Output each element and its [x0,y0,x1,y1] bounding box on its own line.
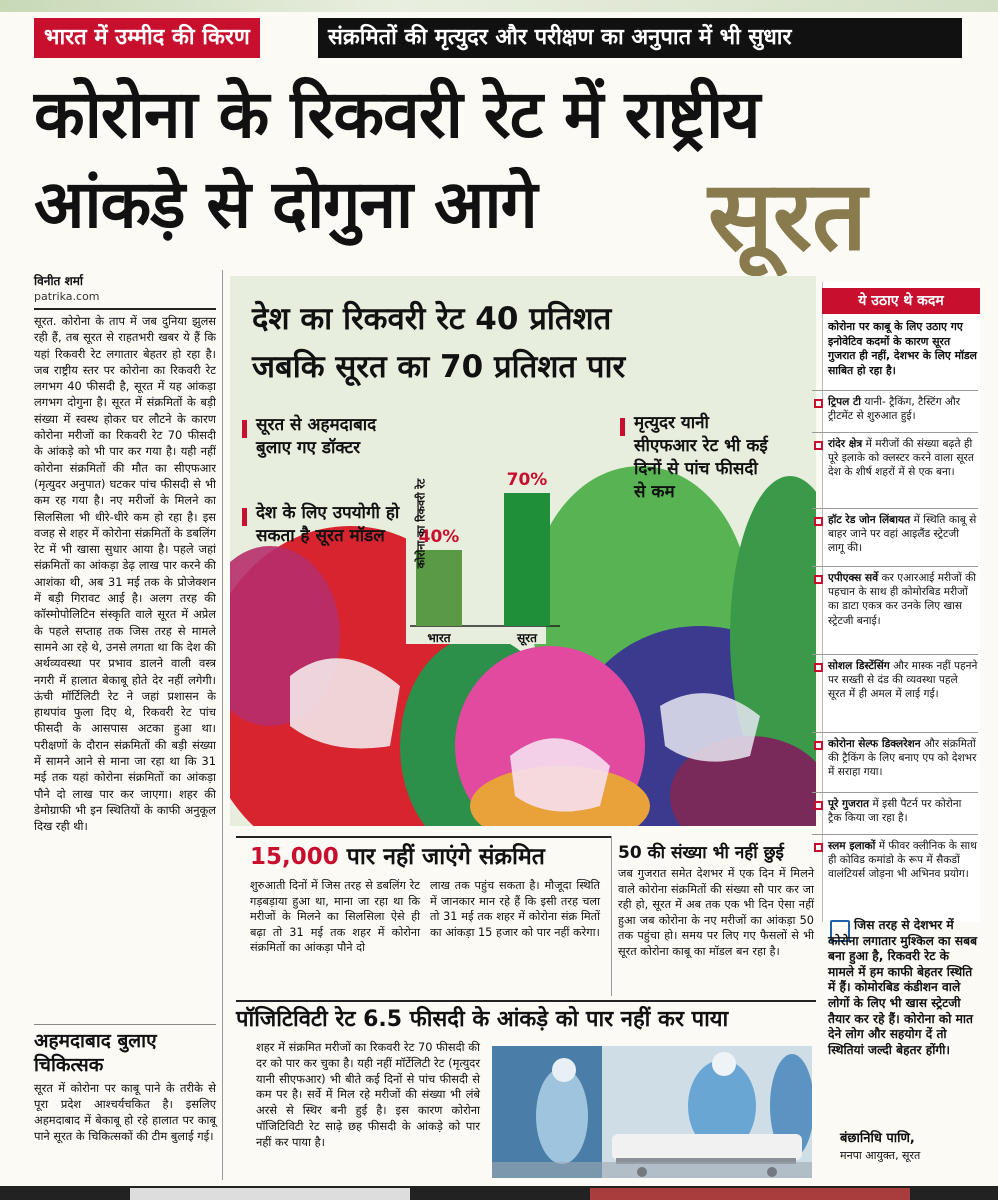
sidebar-item-bold: रांदेर क्षेत्र [828,438,863,450]
bullet-icon [814,741,823,750]
story-subbody: सूरत में कोरोना पर काबू पाने के तरीके से पूरा प्रदेश आश्चर्यचकित है। इसलिए अहमदाबाद में बेकाबू हो रहे हालात पर काबू पाने सूरत के चिकित्सकों की टीम बुलाई गई। [34,1081,216,1143]
note-left-1: सूरत से अहमदाबाद बुलाए गए डॉक्टर [256,415,377,458]
sidebar-item-text: और संक्रमितों की ट्रैकिंग के लिए बनाए एप को देशभर में सराहा गया। [828,738,977,779]
story-body: सूरत. कोरोना के ताप में जब दुनिया झुलस रही हैं, तब सूरत से राहतभरी खबर ये हैं कि यहां रिकवरी रेट लगातार बेहतर हो रहा है। जब राष्ट्रीय स्तर पर कोरोना का रिकवरी रेट लगभग 40 फीसदी है, सूरत में यह आंकड़ा लगभग दोगुना है। सूरत में संक्रमितों के बड़ी संख्या में स्वस्थ होकर घर लौटने के कारण कोरोना मरीजों का रिकवरी रेट 70 फीसदी के आंकड़े को भी पार कर गया है। यही नहीं कोरोना संक्रमितों की मौत का सीएफआर (मृत्युदर अनुपात) घटकर पांच फीसदी से भी कम रह गया है। नए मरीजों के मिलने का सिलसिला भी धीरे-धीरे कम हो रहा है। इस वजह से शहर में कोरोना संक्रमितों के डबलिंग रेट में भी खासा सुधार आया है। पहले जहां संक्रमितों का आंकड़ा डेढ़ लाख पार करने की आशंका थी, अब 31 मई तक के प्रोजेक्शन में बड़ी गिरावट आई है। अलग तरह की कॉस्मोपोलिटिन संस्कृति वाले सूरत में अप्रेल के पहले सप्ताह तक जिस तरह से मामले सामने आ रहे थे, उनसे लगता था कि देश की अर्थव्यवस्था पर प्रभाव डालने वाली वस्त्र नगरी में हालात बेकाबू होते देर नहीं लगेगी। ऊंची मॉर्टिलिटी रेट ने जहां प्रशासन के हाथपांव फुला दिए थे, रिकवरी रेट पांच फीसदी के आसपास अटका हुआ था। परीक्षणों के दौरान संक्रमितों की बड़ी संख्या में सामने आने से माना जा रहा था कि 31 मई तक यहां कोरोना संक्रमितों का आंकड़ा पौने दो लाख पार कर जाएगा। शहर की डेमोग्राफी भी इन स्थितियों के काफी अनुकूल दिख रही थी। [34,308,216,1008]
positivity-title: पॉजिटिविटी रेट 6.5 फीसदी के आंकड़े को पार नहीं कर पाया [236,1000,816,1036]
column-divider [222,270,223,1180]
note-right: मृत्युदर यानी सीएफआर रेट भी कई दिनों से पांच फीसदी से कम [634,413,768,502]
bar-category-label: सूरत [517,631,537,645]
kicker-label: भारत में उम्मीद की किरण [34,18,260,58]
bullet-icon [814,801,823,810]
kicker-subtitle: संक्रमितों की मृत्युदर और परीक्षण का अनुपात में भी सुधार [318,18,962,58]
hospital-photo-illustration [492,1046,812,1178]
chart-ylabel-wrap [402,440,428,610]
projection-title [250,842,545,872]
sidebar-intro: कोरोना पर काबू के लिए उठाए गए इनोवेटिव कदमों के कारण सूरत गुजरात ही नहीं, देशभर के लिए मॉडल साबित हो रहा है। [828,320,977,377]
headline-line-1: कोरोना के रिकवरी रेट में राष्ट्रीय [34,76,760,153]
bottom-strip-item [130,1188,410,1200]
sidebar-item-bold: कोरोना सेल्फ डिक्लरेशन [828,738,921,750]
top-strip [0,0,998,12]
sidebar-item-text: में स्थिति काबू से बाहर जाने पर वहां आइलैंड स्ट्रेटजी लागू की। [828,514,977,555]
chart-ylabel: कोरोना का रिकवरी रेट [414,478,428,569]
quote-author: बंछानिधि पाणि, [840,1131,915,1146]
sidebar-item-text: यानी- ट्रैकिंग, टैस्टिंग और ट्रीटमेंट से शुरुआत हुई। [828,396,961,423]
sidebar-item-text: में फीवर क्लीनिक के साथ ही कोविड कमांडो के रूप में सैकडों वालंटियर्स जोड़ना भी अभिनव प्रयोग। [828,840,977,881]
sidebar-item [812,508,978,556]
sidebar-item-bold: पूरे गुजरात [828,798,869,810]
sidebar-item [812,432,978,480]
sidebar-item-text: में मरीजों की संख्या बढ़ते ही पूरे इलाके को क्लस्टर करने वाला सूरत देश के शीर्ष शहरों में से एक बना। [828,438,974,479]
sidebar-header: ये उठाए थे कदम [822,288,980,314]
sidebar-item [812,732,978,780]
sidebar-item-bold: सोशल डिस्टेंसिंग [828,660,890,672]
graphic-title-1: देश का रिकवरी रेट 40 प्रतिशत [252,301,612,337]
sidebar-item-bold: ट्रिपल टी [828,396,862,408]
bullet-icon [814,575,823,584]
note-marker-1 [242,420,247,438]
bullet-icon [814,843,823,852]
byline-site: patrika.com [34,290,100,303]
sidebar-item [812,390,978,423]
projection-title-rest: पार नहीं जाएंगे संक्रमित [338,844,545,870]
sidebar-item-text: और मास्क नहीं पहनने पर सख्ती से दंड की व्यवस्था पहले सूरत में ही अमल में लाई गई। [828,660,978,701]
story-subhead: अहमदाबाद बुलाए चिकित्सक [34,1024,216,1077]
positivity-body: शहर में संक्रमित मरीजों का रिकवरी रेट 70 फीसदी की दर को पार कर चुका है। यही नहीं मॉर्टेलिटी रेट (मृत्युदर यानी सीएफआर) भी बीते कई दिनों से पांच फीसदी से कम पर है। सर्वे में मिल रहे मरीजों की संख्या भी लंबे अरसे से स्थिर बनी हुई है। इस कारण कोरोना पॉजिटिविटी रेट साढ़े छह फीसदी के आंकड़े को पार नहीं कर पाया है। [256,1040,480,1149]
bullet-icon [814,441,823,450]
box-divider [611,836,612,996]
headline-line-2: आंकड़े से दोगुना आगे [34,166,537,243]
graphic-title-2: जबकि सूरत का 70 प्रतिशत पार [252,349,626,385]
sidebar-item-bold: हॉट रेड जोन लिंबायत [828,514,911,526]
note-left-2: देश के लिए उपयोगी हो सकता है सूरत मॉडल [256,503,400,546]
sidebar-item-bold: एपीएक्स सर्वे [828,572,879,584]
official-quote [828,918,978,1058]
official-quote-text: जिस तरह से देशभर में कोरोना लगातार मुश्किल का सबब बना हुआ है, रिकवरी रेट के मामले में हम काफी बेहतर स्थिति में हैं। कोमोरबिड कंडीशन वाले लोगों के लिए भी खास स्ट्रेटजी तैयार कर रहे हैं। कोरोना को मात देने लोग और सहयोग दें तो स्थितियां जल्दी बेहतर होंगी। [828,918,978,1057]
headline-accent-city: सूरत [708,160,867,272]
projection-col-2: लाख तक पहुंच सकता है। मौजूदा स्थिति में जानकार मान रहे हैं कि इसी तरह चला तो 31 मई तक शहर में कोरोना संक्र मितों का आंकड़ा 15 हजार को पार नहीं करेगा। [430,879,600,939]
sidebar-item-bold: स्लम इलाकों [828,840,876,852]
projection-col-1: शुरुआती दिनों में जिस तरह से डबलिंग रेट गड़बड़ाया हुआ था, माना जा रहा था कि मरीजों के मिलने का सिलसिला ऐसे ही बढ़ा तो 31 मई तक शहर में कोरोना संक्रमितों का आंकड़ा पौने दो [250,879,420,954]
bullet-icon [814,399,823,408]
bar-1 [504,493,550,626]
bar-category-label: भारत [427,631,451,645]
note-marker-3 [620,418,625,436]
projection-number: 15,000 [250,844,339,870]
daily-cases-title: 50 की संख्या भी नहीं छुई [618,843,784,863]
sidebar-item [812,654,978,702]
sidebar-item [812,792,978,825]
sidebar-item [812,834,978,882]
sidebar-item [812,566,978,628]
bottom-strip-item [590,1188,910,1200]
bar-value-label: 40% [418,527,460,547]
quote-author-role: मनपा आयुक्त, सूरत [840,1149,921,1162]
hospital-photo [492,1046,812,1178]
byline-author: विनीत शर्मा [34,274,84,288]
daily-cases-body: जब गुजरात समेत देशभर में एक दिन में मिलने वाले कोरोना संक्रमितों की संख्या सौ पार कर जा रही हो, सूरत में अब तक एक भी दिन ऐसा नहीं हुआ जब कोरोना के नए मरीजों का आंकड़ा 50 तक पहुंचा हो। समय पर लिए गए फैसलों से भी सूरत कोरोना काबू का मॉडल बन रहा है। [618,867,814,958]
sidebar-item-text: कर एआरआई मरीजों की पहचान के साथ ही कोमोरबिड मरीजों का डाटा एकत्र कर उनके लिए खास स्ट्रेटजी बनाई। [828,572,976,627]
bullet-icon [814,663,823,672]
sidebar-item-text: में इसी पैटर्न पर कोरोना ट्रैक किया जा रहा है। [828,798,962,825]
bullet-icon [814,517,823,526]
bar-value-label: 70% [506,470,548,490]
note-marker-2 [242,508,247,526]
